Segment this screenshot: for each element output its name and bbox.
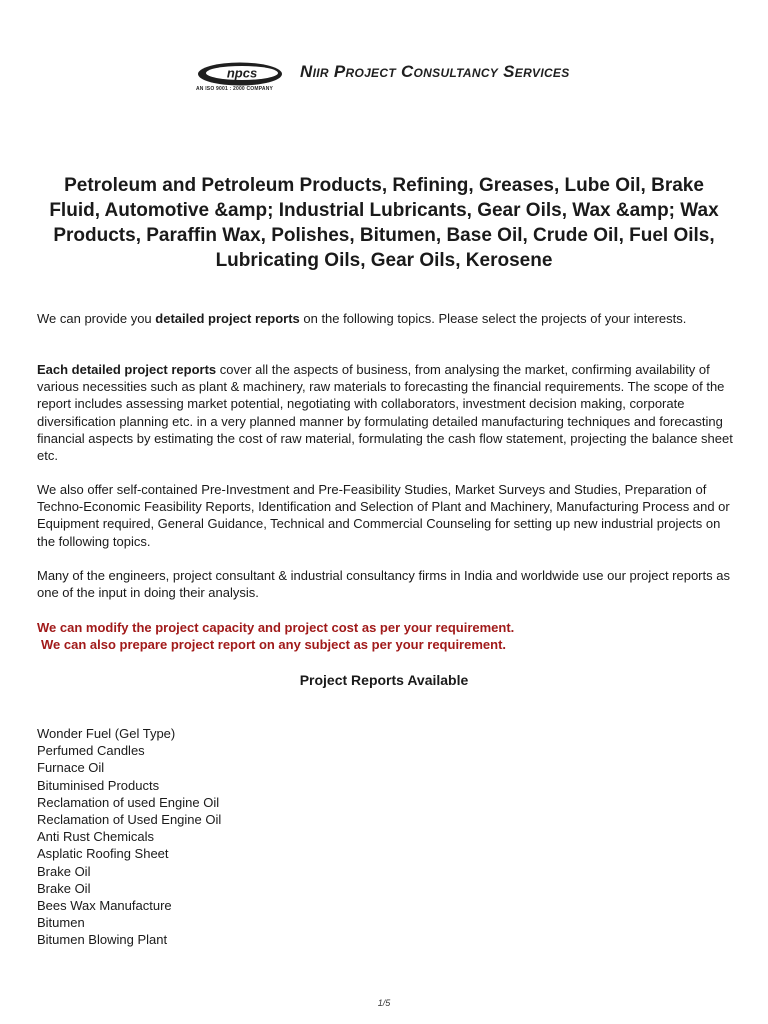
detail-text-post: cover all the aspects of business, from analysing the market, confirming availability of various necessities such as plant & machinery, raw materials to forecasting the financial requirements. The scope of the report includes assessing market potential, negotiating with collaborators, investment decision making, corporate diversification planning etc. in a very planned manner by formulating detailed manufacturing techniques and forecasting financial aspects by estimating the cost of raw material, formulating the cash flow statement, projecting the balance sheet etc.	[37, 362, 733, 464]
intro-text-pre: We can provide you	[37, 311, 156, 326]
company-logo	[0, 58, 768, 98]
list-item: Wonder Fuel (Gel Type)	[37, 726, 176, 741]
section-heading: Project Reports Available	[299, 672, 469, 688]
document-title: Petroleum and Petroleum Products, Refining, Greases, Lube Oil, Brake Fluid, Automotive &amp; Industrial Lubricants, Gear Oils, Wax &amp; Wax Products, Paraffin Wax, Polishes, Bitumen, Base Oil, Crude Oil, Fuel Oils, Lubricating Oils, Gear Oils, Kerosene	[49, 175, 719, 271]
list-item: Bees Wax Manufacture	[37, 898, 172, 914]
list-item: Furnace Oil	[37, 760, 105, 776]
custom-report-note: We can also prepare project report on any subject as per your requirement.	[41, 637, 507, 652]
list-item: Bituminised Products	[37, 777, 160, 793]
detail-text-bold: Each detailed project reports	[37, 362, 217, 377]
list-item: Asplatic Roofing Sheet	[37, 846, 169, 862]
modify-capacity-note: We can modify the project capacity and project cost as per your requirement.	[37, 620, 515, 635]
list-item: Reclamation of used Engine Oil	[37, 794, 220, 810]
list-item: Brake Oil	[37, 863, 91, 879]
page-number: 1/5	[377, 998, 391, 1008]
engineers-paragraph: Many of the engineers, project consultant & industrial consultancy firms in India and worldwide use our project reports as one of the input in doing their analysis.	[37, 568, 730, 601]
logo-iso-text: AN ISO 9001 : 2000 COMPANY	[196, 86, 274, 92]
report-list	[37, 725, 637, 949]
list-item: Brake Oil	[37, 880, 91, 896]
npcs-logo-icon	[196, 61, 284, 87]
company-name: Niir Project Consultancy Services	[300, 62, 570, 81]
list-item: Reclamation of Used Engine Oil	[37, 812, 222, 828]
intro-text-post: on the following topics. Please select the projects of your interests.	[299, 311, 687, 326]
list-item: Bitumen	[37, 915, 85, 931]
offer-paragraph: We also offer self-contained Pre-Investment and Pre-Feasibility Studies, Market Surveys and Studies, Preparation of Techno-Economic Feasibility Reports, Identification and Selection of Plant and Machinery, Manufacturing Process and or Equipment required, General Guidance, Technical and Commercial Counseling for setting up new industrial projects on the following topics.	[37, 482, 730, 549]
list-item: Perfumed Candles	[37, 743, 145, 759]
logo-text: npcs	[226, 65, 258, 81]
list-item: Bitumen Blowing Plant	[37, 932, 168, 948]
intro-paragraph	[37, 310, 737, 327]
detail-paragraph	[37, 361, 737, 464]
intro-text-bold: detailed project reports	[155, 311, 300, 326]
list-item: Anti Rust Chemicals	[37, 829, 155, 845]
